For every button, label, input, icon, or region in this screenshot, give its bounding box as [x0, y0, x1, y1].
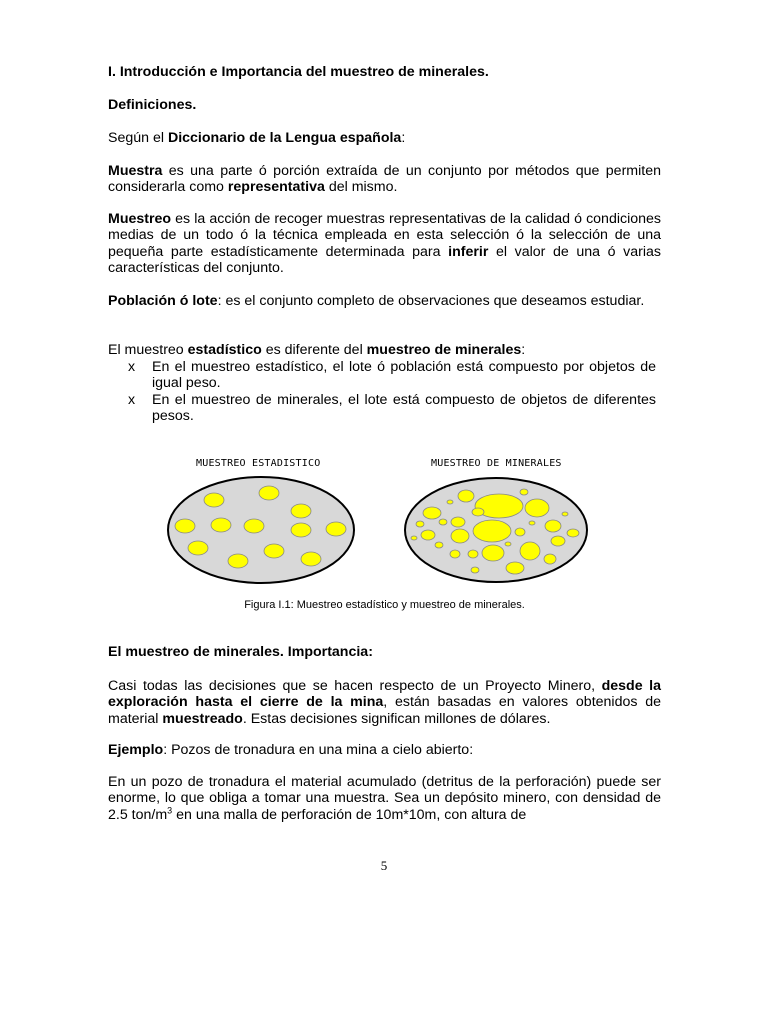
bullet-text: En el muestreo de minerales, el lote está compuesto de objetos de diferentes pesos.: [152, 392, 656, 425]
particle: [472, 508, 484, 516]
particle: [471, 567, 479, 573]
particle: [505, 542, 511, 546]
decisiones-paragraph: Casi todas las decisiones que se hacen respecto de un Proyecto Minero, desde la exploración hasta el cierre de la mina, están basadas en valores obtenidos de material muestreado. Estas decisiones significan millones de dólares.: [108, 678, 661, 727]
particle: [264, 544, 284, 558]
particle: [228, 554, 248, 568]
ejemplo-paragraph: Ejemplo: Pozos de tronadura en una mina a cielo abierto:: [108, 742, 474, 758]
particle: [423, 507, 441, 519]
particle: [551, 536, 565, 546]
particle: [175, 519, 195, 533]
figure-illustration: [160, 474, 670, 586]
particle: [520, 489, 528, 495]
particle: [515, 528, 525, 536]
page-number: 5: [380, 858, 388, 873]
poblacion-paragraph: Población ó lote: es el conjunto completo de observaciones que deseamos estudiar.: [108, 293, 645, 309]
particle: [525, 499, 549, 517]
particle: [291, 504, 311, 518]
particle: [204, 493, 224, 507]
particle: [545, 520, 561, 532]
particle: [473, 520, 511, 542]
particle: [439, 519, 447, 525]
muestreo-paragraph: Muestreo es la acción de recoger muestras representativas de la calidad ó condiciones medias de un todo ó la técnica empleada en esta selección ó la selección de una pequeña parte estadísticamente determinada para inferir el valor de una ó varias características del conjunto.: [108, 211, 661, 277]
section-heading: I. Introducción e Importancia del muestreo de minerales.: [108, 64, 489, 80]
particle: [562, 512, 568, 516]
particle: [211, 518, 231, 532]
definiciones-heading: Definiciones.: [108, 97, 197, 113]
particle: [451, 529, 469, 543]
bullet-marker: x: [128, 359, 136, 375]
particle: [411, 536, 417, 540]
statistical-sampling-diagram: [168, 477, 354, 583]
particle: [544, 554, 556, 564]
particle: [244, 519, 264, 533]
diferente-paragraph: El muestreo estadístico es diferente del muestreo de minerales:: [108, 342, 526, 358]
segun-paragraph: Según el Diccionario de la Lengua española:: [108, 130, 406, 146]
particle: [458, 490, 474, 502]
particle: [301, 552, 321, 566]
particle: [416, 521, 424, 527]
particle: [421, 530, 435, 540]
particle: [188, 541, 208, 555]
particle: [451, 517, 465, 527]
particle: [506, 562, 524, 574]
particle: [259, 486, 279, 500]
particle: [291, 523, 311, 537]
particle: [326, 522, 346, 536]
muestra-paragraph: Muestra es una parte ó porción extraída de un conjunto por métodos que permiten considerarla como representativa del mismo.: [108, 163, 661, 196]
particle: [450, 550, 460, 558]
particle: [482, 545, 504, 561]
figure-right-title: MUESTREO DE MINERALES: [431, 458, 562, 469]
particle: [435, 542, 443, 548]
importancia-heading: El muestreo de minerales. Importancia:: [108, 644, 373, 660]
particle: [447, 500, 453, 504]
particle: [567, 529, 579, 537]
bullet-marker: x: [128, 392, 136, 408]
figure-caption: Figura I.1: Muestreo estadístico y muestreo de minerales.: [244, 599, 525, 611]
particle: [468, 550, 478, 558]
pozo-paragraph: En un pozo de tronadura el material acumulado (detritus de la perforación) puede ser enorme, lo que obliga a tomar una muestra. Sea un depósito minero, con densidad de 2.5 ton/$m^3$ en una malla de perforación de 10m*10m, con altura de: [108, 774, 661, 823]
particle: [529, 521, 535, 525]
figure-left-title: MUESTREO ESTADISTICO: [196, 458, 321, 469]
mineral-sampling-diagram: [405, 478, 587, 582]
bullet-text: En el muestreo estadístico, el lote ó población está compuesto por objetos de igual peso.: [152, 359, 656, 392]
particle: [520, 542, 540, 560]
